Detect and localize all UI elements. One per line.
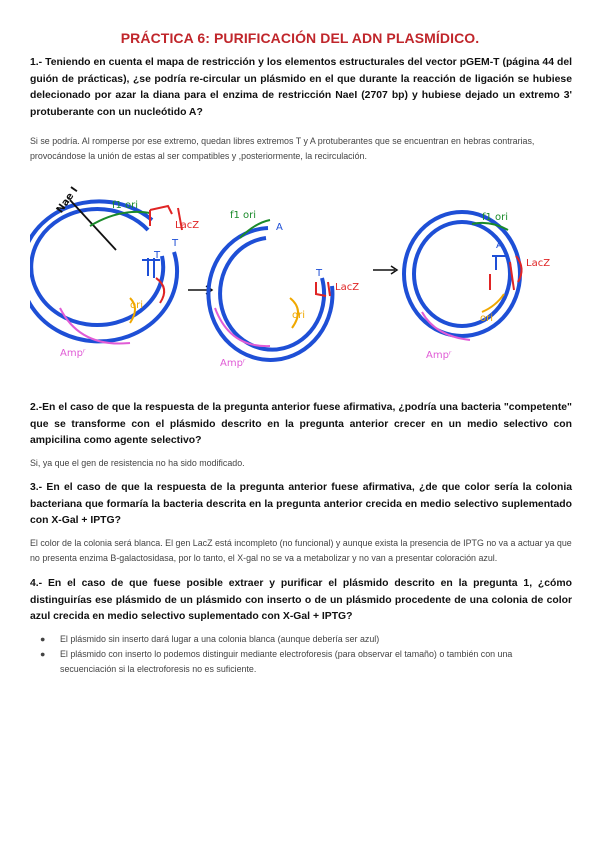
question-3: 3.- En el caso de que la respuesta de la pregunta anterior fuese afirmativa, ¿de que color sería la colonia bacteriana que formaría la bacteria descrita en la pregunta anterior crecida en medio selectivo suplementado con X-Gal + IPTG? xyxy=(30,482,572,526)
page-title: PRÁCTICA 6: PURIFICACIÓN DEL ADN PLASMÍDICO. xyxy=(120,30,480,46)
plasmid-3-inner-strand xyxy=(414,222,510,326)
plasmid-diagram-3 xyxy=(404,212,550,361)
f1-ori-label-1: f1 ori xyxy=(112,200,139,211)
ori-label-3: ori xyxy=(480,313,494,324)
plasmid-diagram-1 xyxy=(30,185,199,359)
list-item-text: El plásmido sin inserto dará lugar a una colonia blanca (aunque debería ser azul) xyxy=(60,634,380,644)
a-label-3: A xyxy=(496,240,503,251)
plasmid-diagram-2 xyxy=(208,210,359,369)
question-4: 4.- En el caso de que fuese posible extraer y purificar el plásmido descrito en la pregunta 1, ¿cómo distinguirías ese plásmido de un plásmido con inserto o de un plásmido procedente de una colonia de color azul crecida en medio selectivo suplementado con X-Gal + IPTG? xyxy=(30,578,572,622)
lacz-label-1: LacZ xyxy=(175,220,200,231)
plasmid-recircularization-figure xyxy=(30,178,570,378)
answer-4-list xyxy=(30,632,570,677)
question-1: 1.- Teniendo en cuenta el mapa de restricción y los elementos estructurales del vector pGEM-T (página 44 del guión de prácticas), ¿se podría re-circular un plásmido en el que durante la reacción de ligación se hubiese delecionado por azar la diana para el enzima de restricción NaeI (2707 bp) y hubiese dejado un extremo 3' protuberante con un nucleótido A? xyxy=(30,57,572,118)
amp-label-2: Ampʳ xyxy=(220,358,246,369)
amp-label-3: Ampʳ xyxy=(426,350,452,361)
plasmid-2-outer-strand xyxy=(208,228,332,360)
answer-2: Si, ya que el gen de resistencia no ha sido modificado. xyxy=(30,458,245,468)
lacz-label-2: LacZ xyxy=(335,282,360,293)
t-label-1a: T xyxy=(172,238,179,249)
plasmid-3-outer-strand xyxy=(404,212,520,336)
f1-ori-label-3: f1 ori xyxy=(482,212,509,223)
arrow-2 xyxy=(373,266,397,274)
ori-label-1: ori xyxy=(130,300,144,311)
lacz-label-3: LacZ xyxy=(526,258,551,269)
answer-1: Si se podría. Al romperse por ese extremo, quedan libres extremos T y A protuberantes que se encuentran en hebras contrarias, provocándose la unión de estas al ser compatibles y ,posteriormente, la recirculación. xyxy=(30,136,535,161)
f1-ori-label-2: f1 ori xyxy=(230,210,257,221)
question-2: 2.-En el caso de que la respuesta de la pregunta anterior fuese afirmativa, ¿podría una bacteria "competente" que se transforme con el plásmido descrito en la pregunta anterior crecer en un medio selectivo con ampicilina como agente selectivo? xyxy=(30,402,572,446)
list-item xyxy=(30,647,570,677)
ori-label-2: ori xyxy=(292,310,306,321)
list-item xyxy=(30,632,570,647)
answer-3: El color de la colonia será blanca. El gen LacZ está incompleto (no funcional) y aunque exista la presencia de IPTG no va a actuar ya que no presenta enzima B-galactosidasa, por lo tanto, el X-gal no se va a metabolizar y no van a presentar coloración azul. xyxy=(30,538,572,563)
amp-label-1: Ampʳ xyxy=(60,348,86,359)
bullet-icon: ● xyxy=(40,649,46,659)
t-label-1b: T xyxy=(154,250,161,261)
t-overhang-1 xyxy=(142,258,160,278)
naei-label: Nae I xyxy=(54,185,81,216)
plasmid-1-inner-strand xyxy=(31,209,163,325)
t-overhang-3 xyxy=(492,256,506,270)
t-label-2: T xyxy=(316,268,323,279)
list-item-text: El plásmido con inserto lo podemos distinguir mediante electroforesis (para observar el tamaño) o también con una secuenciación si la electroforesis no es suficiente. xyxy=(60,649,513,674)
a-label-2: A xyxy=(276,222,283,233)
plasmid-2-inner-strand xyxy=(220,238,324,350)
bullet-icon: ● xyxy=(40,634,46,644)
